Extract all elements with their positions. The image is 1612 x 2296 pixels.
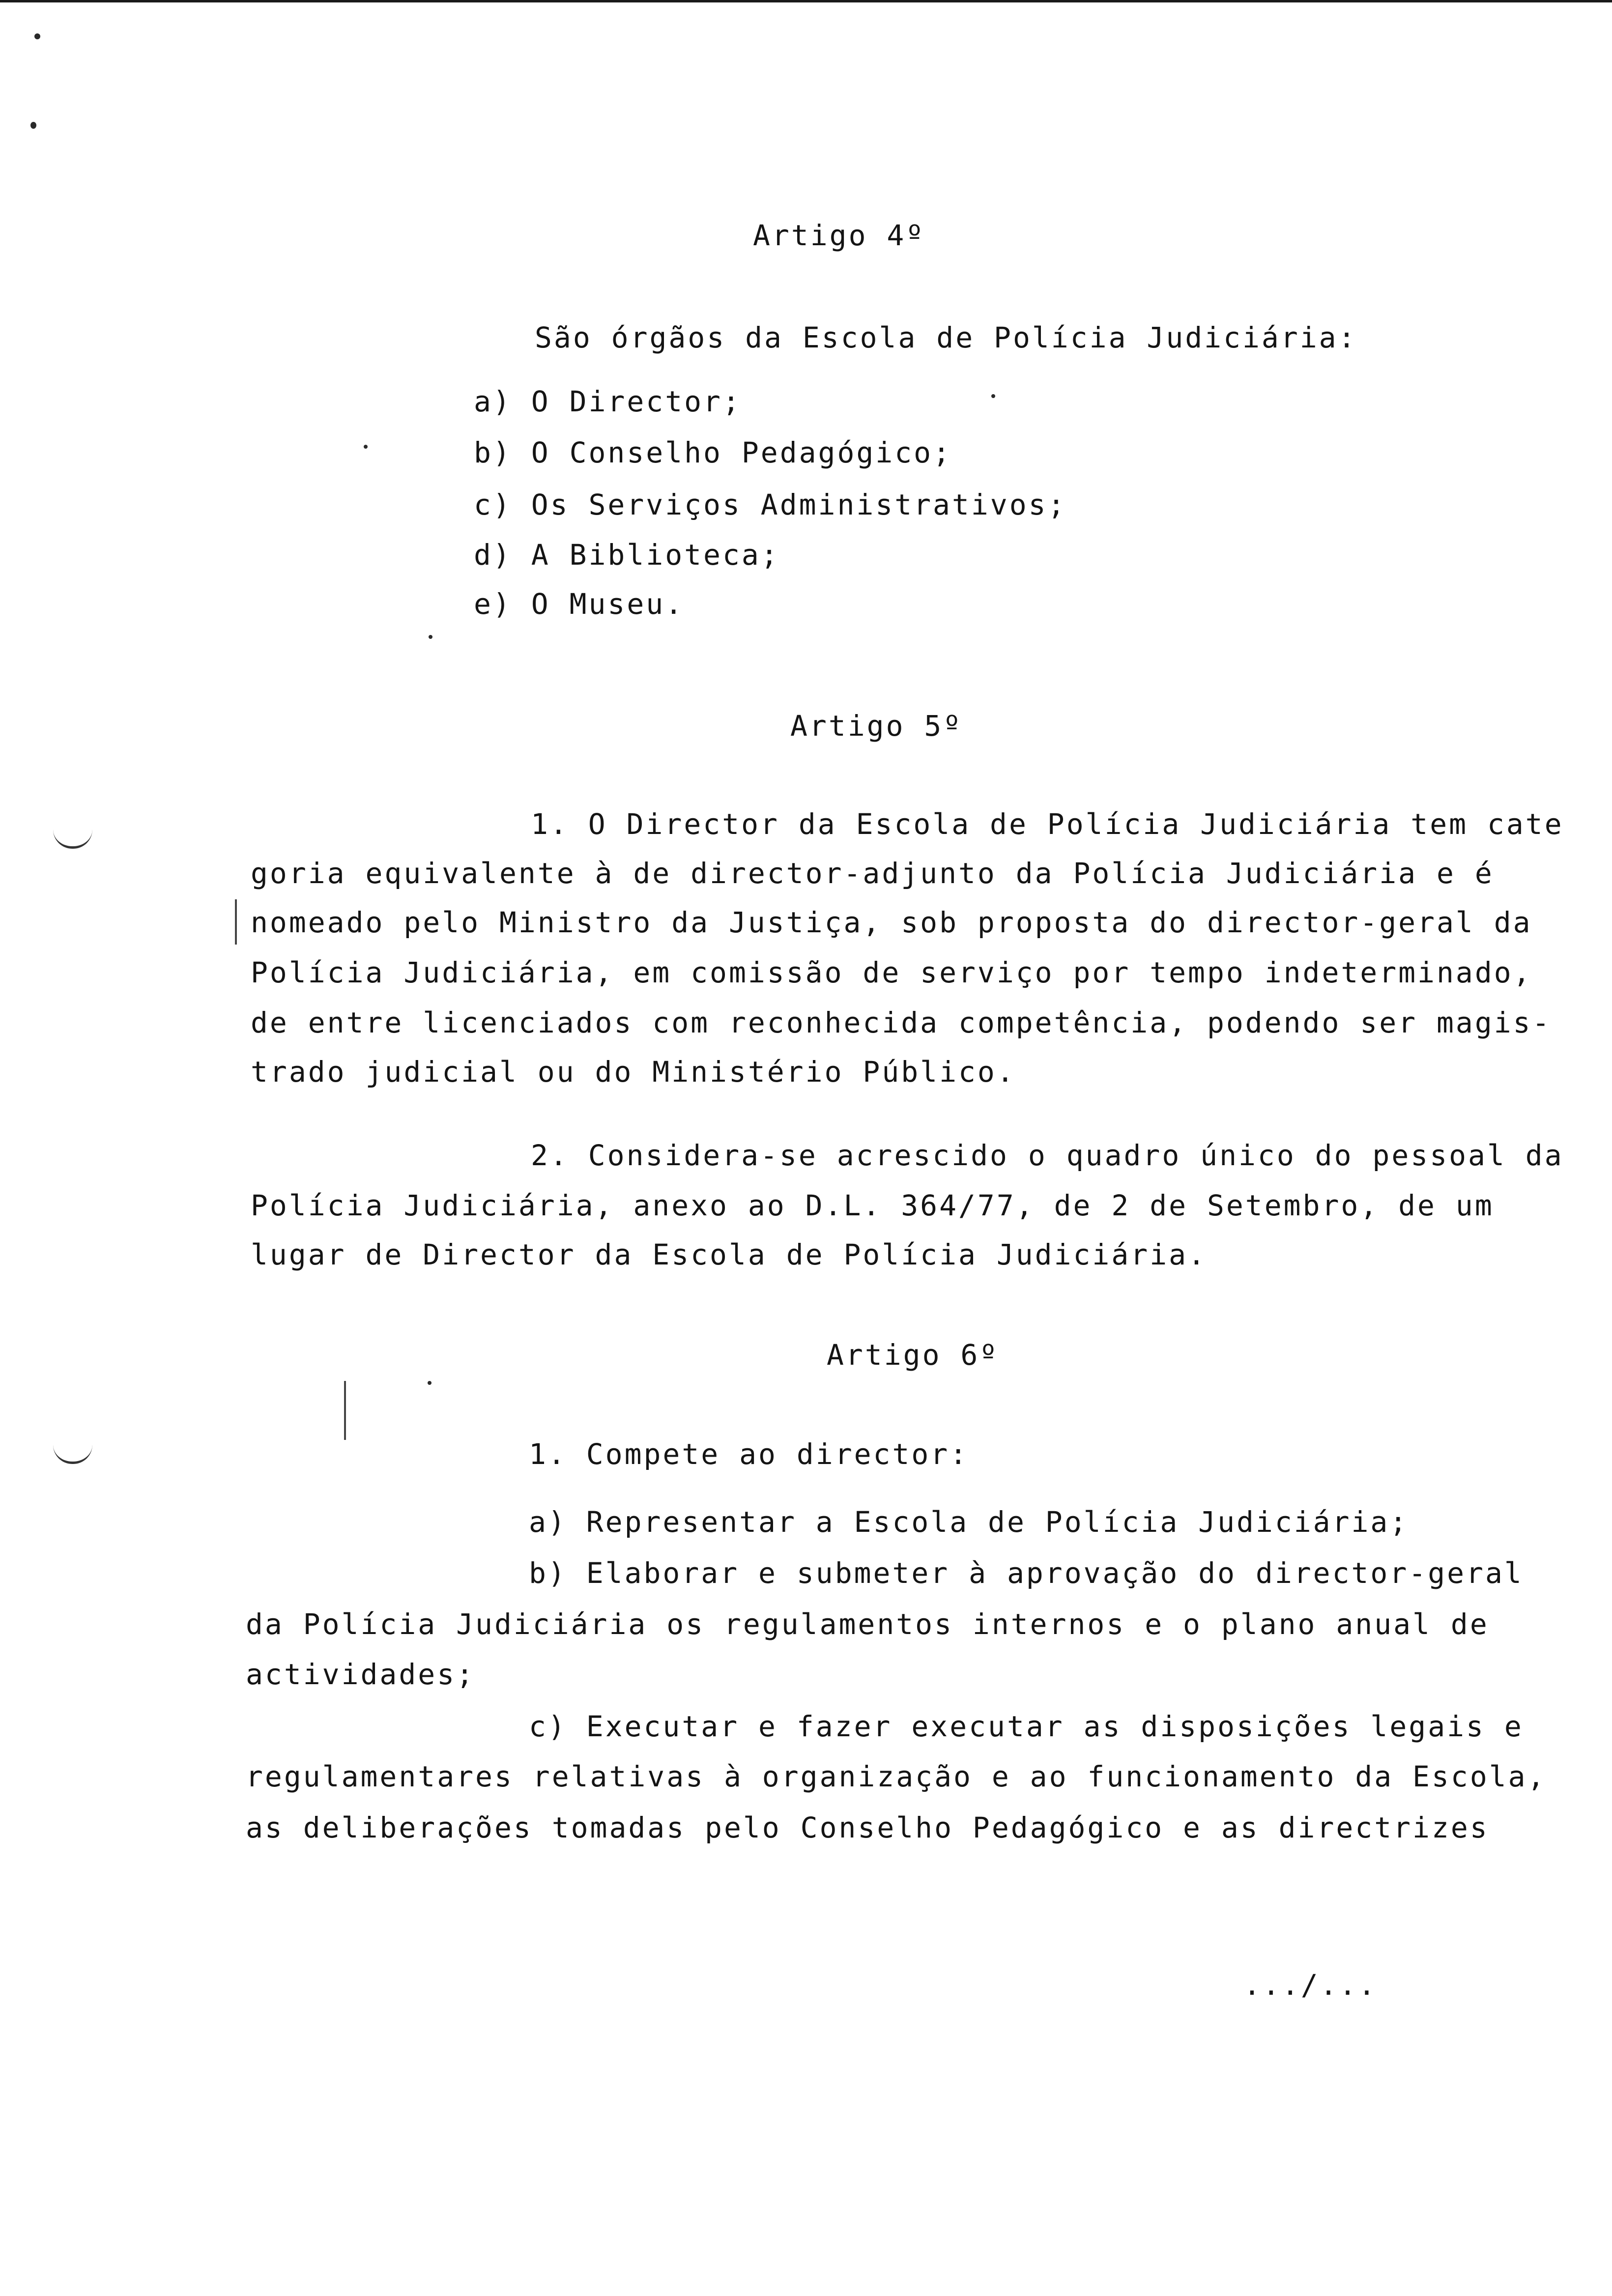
- margin-bar: [344, 1381, 346, 1440]
- scan-speck: [428, 1381, 432, 1385]
- artigo-4-item: d) A Biblioteca;: [474, 538, 780, 572]
- margin-bar: [235, 899, 237, 945]
- artigo-6-item-a: a) Representar a Escola de Polícia Judiciária;: [529, 1505, 1409, 1539]
- artigo-5-p1-line: 1. O Director da Escola de Polícia Judiciária tem cate: [531, 807, 1564, 841]
- artigo-5-title: Artigo 5º: [790, 709, 963, 743]
- artigo-6-p1: 1. Compete ao director:: [529, 1437, 969, 1471]
- top-border-line: [0, 0, 1612, 2]
- artigo-4-intro: São órgãos da Escola de Polícia Judiciária:: [535, 321, 1357, 354]
- punch-hole-arc: [53, 1445, 92, 1464]
- artigo-6-item-b-line: actividades;: [246, 1658, 476, 1691]
- artigo-6-item-c-line: regulamentares relativas à organização e ao funcionamento da Escola,: [246, 1760, 1547, 1793]
- scan-speck: [429, 635, 432, 639]
- artigo-6-item-b-line: da Polícia Judiciária os regulamentos internos e o plano anual de: [246, 1607, 1489, 1641]
- punch-hole-arc: [53, 830, 92, 849]
- continuation-marker: .../...: [1243, 1968, 1378, 2002]
- artigo-6-item-c-line: as deliberações tomadas pelo Conselho Pedagógico e as directrizes: [246, 1811, 1489, 1844]
- scan-speck: [991, 394, 995, 398]
- artigo-5-p1-line: trado judicial ou do Ministério Público.: [251, 1055, 1016, 1089]
- artigo-5-p2-line: Polícia Judiciária, anexo ao D.L. 364/77, de 2 de Setembro, de um: [251, 1189, 1494, 1222]
- artigo-5-p1-line: nomeado pelo Ministro da Justiça, sob proposta do director-geral da: [251, 906, 1532, 939]
- artigo-4-item: a) O Director;: [474, 385, 742, 418]
- artigo-6-item-b-line: b) Elaborar e submeter à aprovação do director-geral: [529, 1556, 1524, 1590]
- scan-speck: [364, 445, 368, 449]
- artigo-4-item: c) Os Serviços Administrativos;: [474, 488, 1067, 521]
- scan-speck: [34, 33, 40, 39]
- artigo-4-title: Artigo 4º: [753, 219, 925, 252]
- artigo-4-item: b) O Conselho Pedagógico;: [474, 436, 952, 469]
- artigo-6-title: Artigo 6º: [827, 1338, 999, 1372]
- artigo-4-item: e) O Museu.: [474, 587, 685, 621]
- artigo-6-item-c-line: c) Executar e fazer executar as disposições legais e: [529, 1710, 1524, 1743]
- artigo-5-p2-line: lugar de Director da Escola de Polícia Judiciária.: [251, 1238, 1207, 1271]
- scan-speck: [30, 122, 36, 129]
- artigo-5-p1-line: de entre licenciados com reconhecida competência, podendo ser magis-: [251, 1006, 1552, 1039]
- artigo-5-p1-line: Polícia Judiciária, em comissão de serviço por tempo indeterminado,: [251, 956, 1532, 989]
- artigo-5-p1-line: goria equivalente à de director-adjunto da Polícia Judiciária e é: [251, 857, 1494, 890]
- artigo-5-p2-line: 2. Considera-se acrescido o quadro único do pessoal da: [531, 1139, 1564, 1172]
